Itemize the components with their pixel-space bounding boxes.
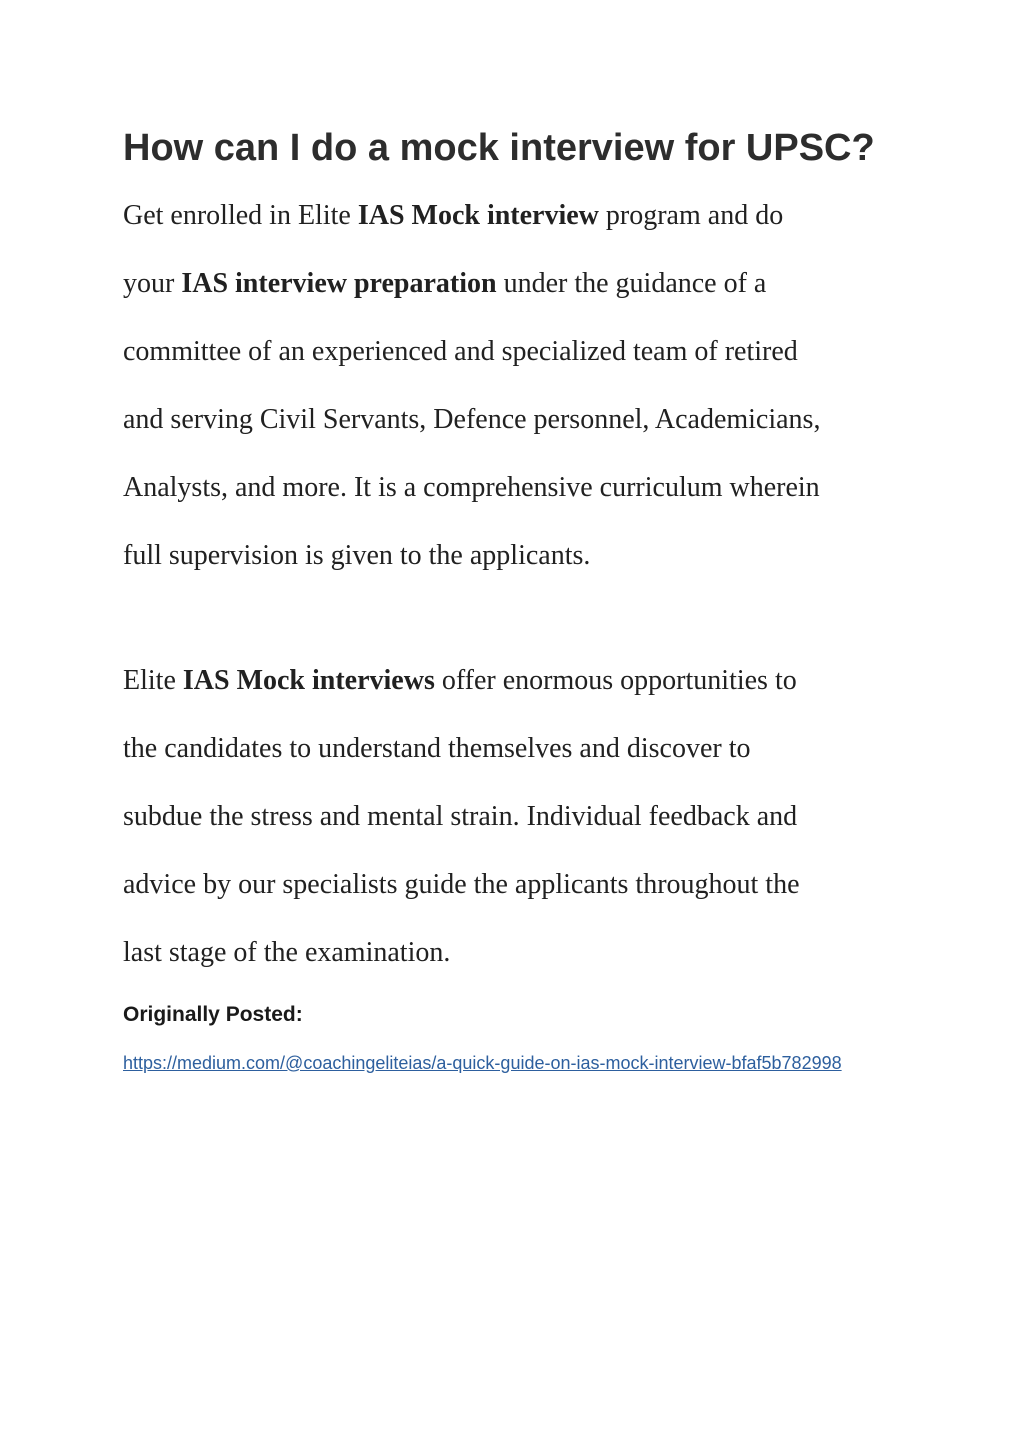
body-line — [123, 522, 953, 590]
text-run: full supervision is given to the applicants. — [123, 540, 591, 571]
text-run: Elite — [123, 665, 183, 696]
body-line — [123, 182, 953, 250]
text-run: your — [123, 268, 182, 299]
text-run-bold: IAS Mock interview — [357, 200, 599, 231]
text-run-bold: IAS interview preparation — [181, 268, 497, 299]
body-line — [123, 454, 953, 522]
text-run: advice by our specialists guide the applicants throughout the — [123, 869, 800, 900]
text-run: subdue the stress and mental strain. Individual feedback and — [123, 801, 798, 832]
body-line — [123, 715, 953, 783]
paragraph-2 — [123, 647, 953, 987]
text-run: last stage of the examination. — [123, 937, 451, 968]
body-line — [123, 647, 953, 715]
text-run-bold: IAS Mock interviews — [182, 665, 435, 696]
body-line — [123, 851, 953, 919]
paragraph-1 — [123, 182, 953, 590]
text-run: committee of an experienced and specialized team of retired — [123, 336, 798, 367]
body-line — [123, 783, 953, 851]
text-run: and serving Civil Servants, Defence personnel, Academicians, — [123, 404, 821, 435]
text-run: Analysts, and more. It is a comprehensive curriculum wherein — [123, 472, 820, 503]
body-line — [123, 919, 953, 987]
text-run: offer enormous opportunities to — [434, 665, 797, 696]
source-link[interactable]: https://medium.com/@coachingeliteias/a-quick-guide-on-ias-mock-interview-bfaf5b782998 — [123, 1053, 842, 1073]
originally-posted-label: Originally Posted: — [123, 1003, 303, 1026]
body-line — [123, 250, 953, 318]
page-title: How can I do a mock interview for UPSC? — [123, 127, 875, 169]
text-run: Get enrolled in Elite — [123, 200, 358, 231]
text-run: under the guidance of a — [496, 268, 767, 299]
text-run: program and do — [598, 200, 784, 231]
body-line — [123, 386, 953, 454]
body-line — [123, 318, 953, 386]
source-link-row — [123, 1051, 842, 1075]
text-run: the candidates to understand themselves and discover to — [123, 733, 751, 764]
